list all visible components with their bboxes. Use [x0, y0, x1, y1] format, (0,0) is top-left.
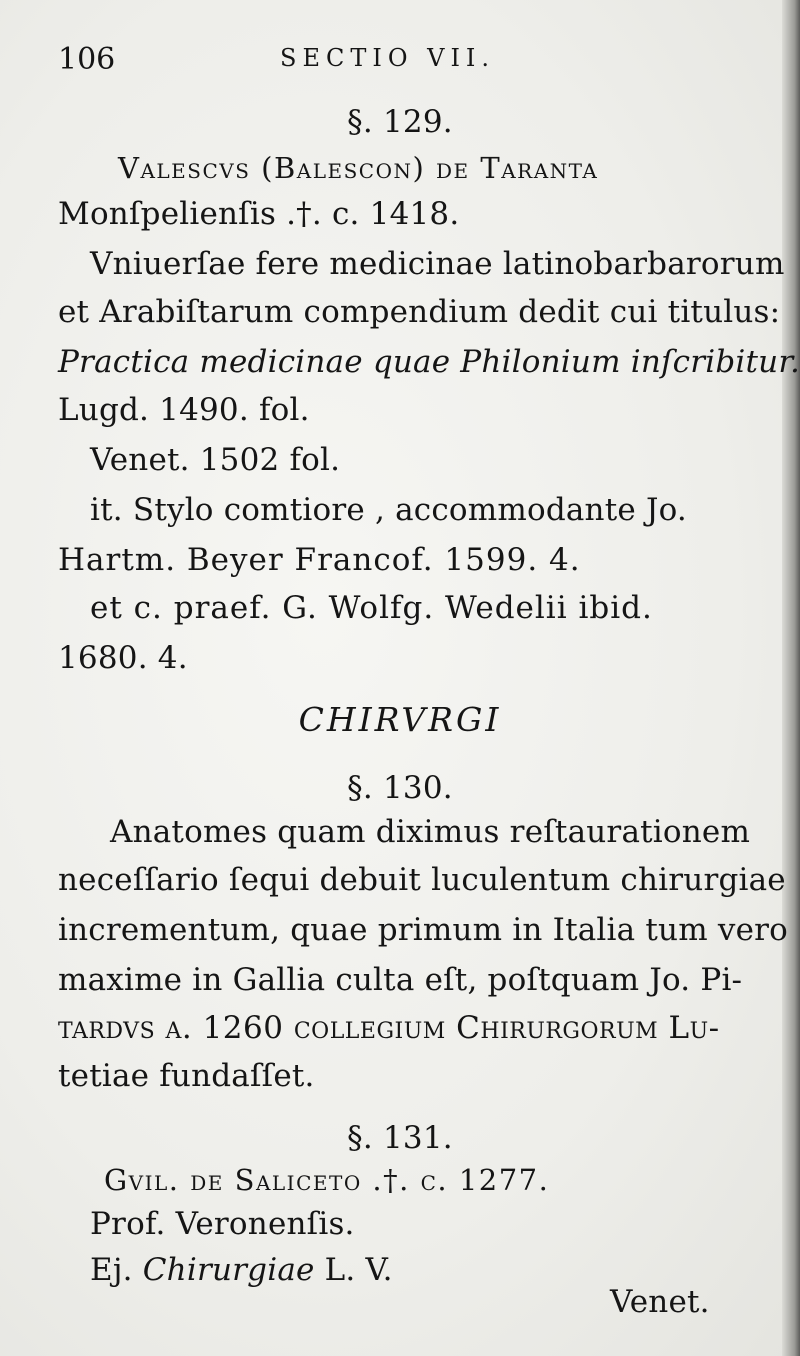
text-fragment: L. V. — [324, 1252, 393, 1288]
book-title: Chirurgiae — [142, 1252, 315, 1288]
text-line: Anatomes quam diximus reſtaurationem — [110, 814, 751, 850]
text-fragment: Ej. — [90, 1252, 133, 1288]
text-line: Monſpelienſis .†. c. 1418. — [58, 196, 460, 232]
author-saliceto: Gvil. de Saliceto .†. c. 1277. — [104, 1163, 550, 1197]
text-line: Venet. 1502 fol. — [90, 442, 341, 478]
text-line: tardvs a. 1260 collegium Chirurgorum Lu- — [58, 1010, 720, 1046]
text-line: et Arabiſtarum compendium dedit cui titulus: — [58, 294, 781, 330]
text-line: Hartm. Beyer Francof. 1599. 4. — [58, 542, 581, 578]
running-head: SECTIO VII. — [280, 44, 496, 72]
section-mark-129: §. 129. — [347, 104, 453, 140]
book-title: Practica medicinae quae Philonium inſcribitur. — [58, 344, 800, 380]
text-line: neceſſario ſequi debuit luculentum chirurgiae — [58, 862, 786, 898]
heading-chirurgi: CHIRVRGI — [298, 700, 502, 739]
text-line — [90, 1250, 393, 1290]
text-line: maxime in Gallia culta eſt, poſtquam Jo. Pi- — [58, 962, 743, 998]
section-mark-131: §. 131. — [347, 1120, 453, 1156]
page-number: 106 — [58, 42, 116, 77]
text-line: it. Stylo comtiore , accommodante Jo. — [90, 492, 687, 528]
section-mark-130: §. 130. — [347, 770, 453, 806]
text-line: 1680. 4. — [58, 640, 188, 676]
text-line: Vniuerſae fere medicinae latinobarbarorum — [90, 246, 785, 282]
catchword: Venet. — [610, 1284, 710, 1320]
text-line: Lugd. 1490. fol. — [58, 392, 310, 428]
text-line: tetiae fundaſſet. — [58, 1058, 315, 1094]
text-line: Prof. Veronenſis. — [90, 1206, 355, 1242]
text-line: incrementum, quae primum in Italia tum vero — [58, 912, 789, 948]
author-valescus: Valescvs (Balescon) de Taranta — [118, 151, 599, 185]
text-line: et c. praef. G. Wolfg. Wedelii ibid. — [90, 590, 653, 626]
